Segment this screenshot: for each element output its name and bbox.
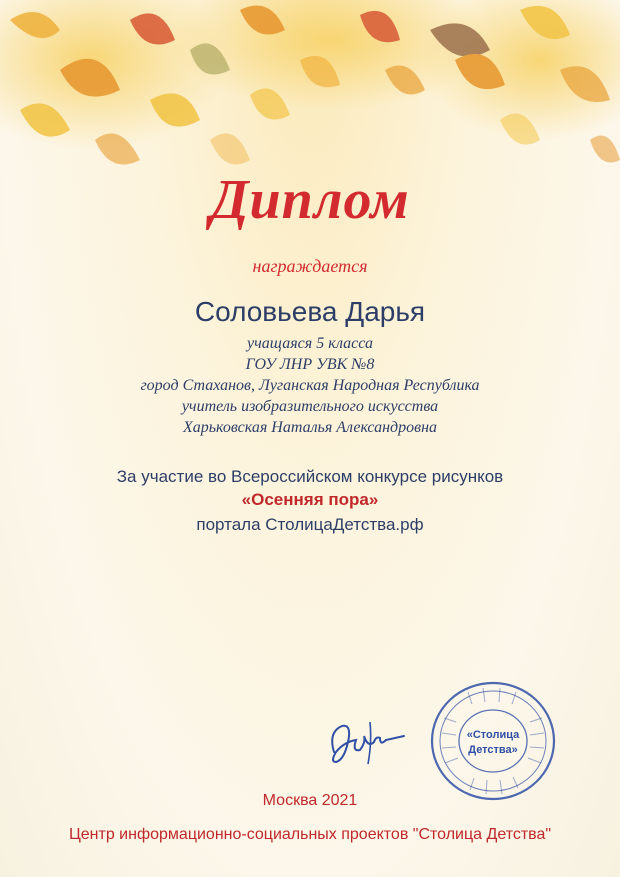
info-line-teacher-name: Харьковская Наталья Александровна: [182, 419, 437, 436]
info-line-teacher-role: учитель изобразительного искусства: [181, 398, 439, 415]
round-stamp: [428, 678, 558, 804]
diploma-title: Диплом: [210, 169, 410, 231]
portal-line: портала СтолицаДетства.рф: [196, 515, 424, 534]
info-line-school: ГОУ ЛНР УВК №8: [245, 356, 375, 373]
stamp-text-2: Детства»: [468, 744, 518, 756]
info-line-grade: учащаяся 5 класса: [247, 335, 373, 352]
city-year: Москва 2021: [262, 792, 358, 809]
awarded-label: награждается: [252, 256, 368, 276]
stamp-text-1: «Столица: [466, 729, 520, 741]
info-line-city: город Стаханов, Луганская Народная Республика: [140, 377, 480, 394]
reason-line: За участие во Всероссийском конкурсе рисунков: [116, 467, 504, 486]
signature-mark: [322, 712, 412, 772]
recipient-name: Соловьева Дарья: [194, 296, 426, 327]
organization-footer: Центр информационно-социальных проектов "Столица Детства": [68, 826, 552, 843]
contest-name: «Осенняя пора»: [241, 490, 379, 509]
